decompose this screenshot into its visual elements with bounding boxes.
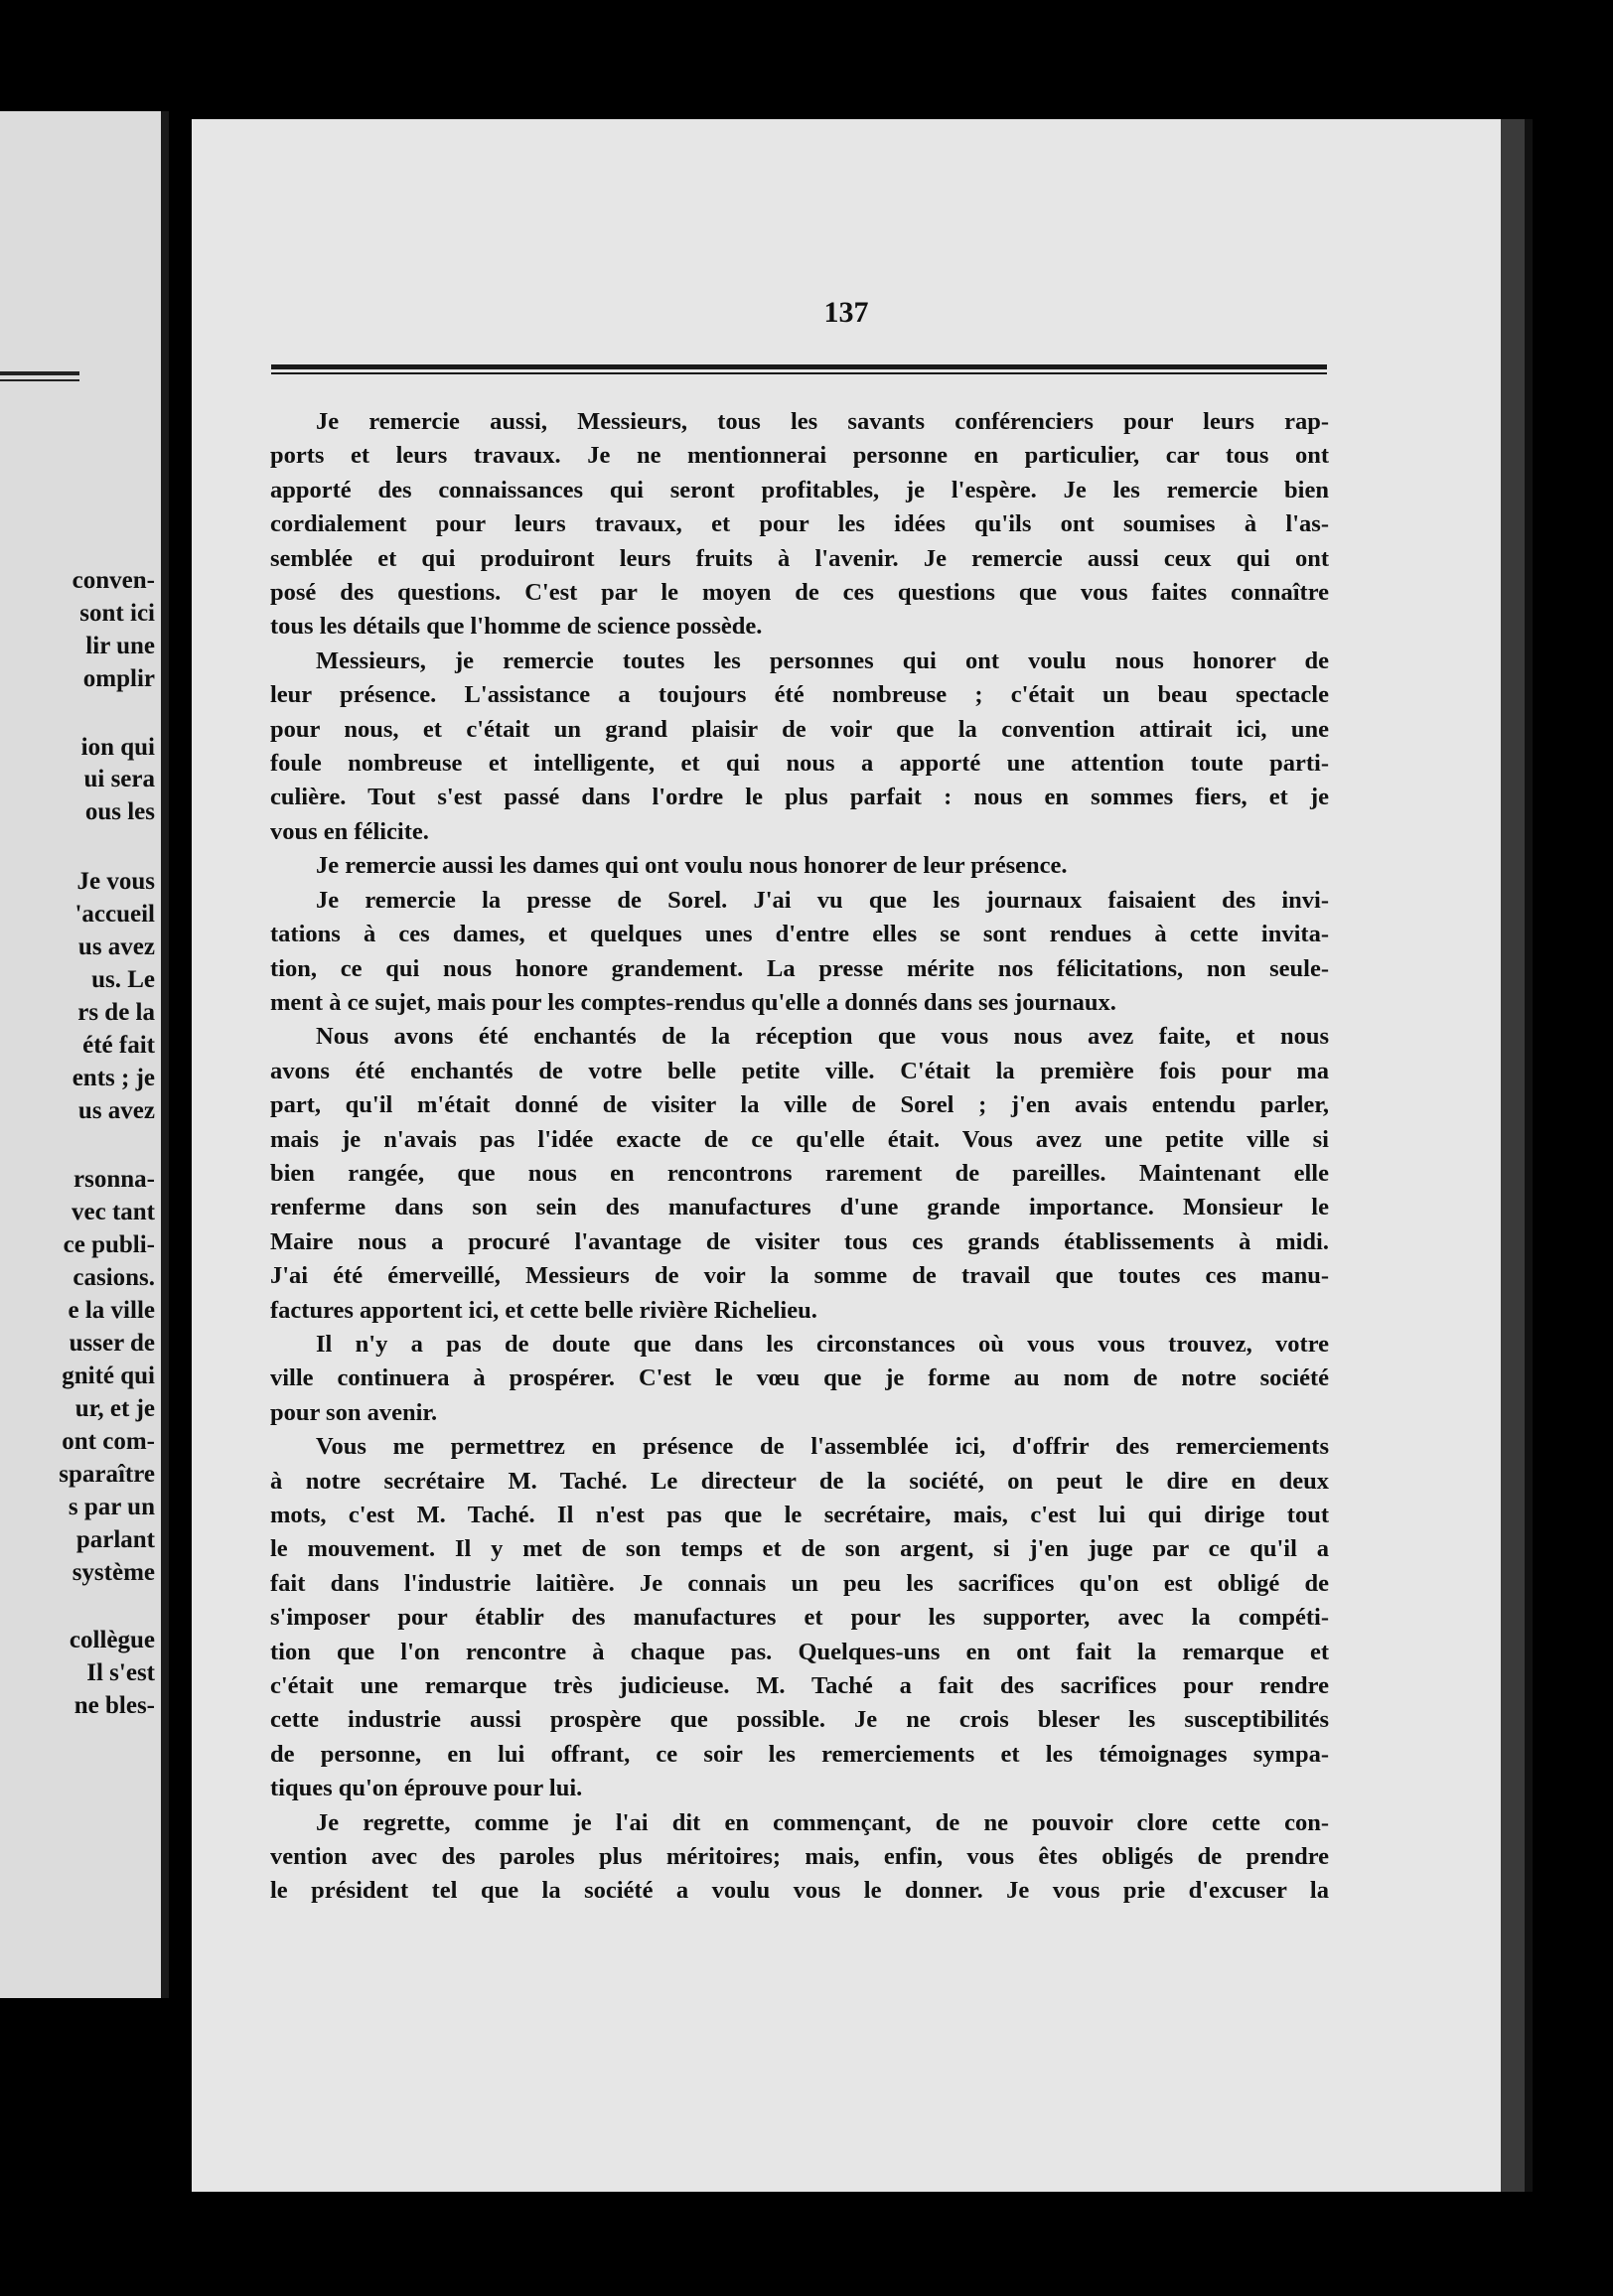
left-page-line: parlant [75,1526,155,1553]
text-line: de personne, en lui offrant, ce soir les remerciements et les témoignages sympa- [270,1740,1329,1768]
left-page-line: Je vous [76,868,155,895]
text-line: ment à ce sujet, mais pour les comptes-rendus qu'elle a donnés dans ses journaux. [270,988,1116,1016]
text-line: Je remercie la presse de Sorel. J'ai vu que les journaux faisaient des invi- [316,886,1329,914]
left-page-line: conven- [72,567,155,594]
text-line: semblée et qui produiront leurs fruits à l'avenir. Je remercie aussi ceux qui ont [270,544,1329,572]
text-line: part, qu'il m'était donné de visiter la ville de Sorel ; j'en avais entendu parler, [270,1091,1329,1119]
text-line: ville continuera à prospérer. C'est le vœu que je forme au nom de notre société [270,1364,1329,1392]
text-line: Vous me permettrez en présence de l'assemblée ici, d'offrir des remerciements [316,1433,1329,1461]
paragraph [270,1328,1329,1430]
left-page-line: vec tant [72,1199,155,1225]
left-page-line: rs de la [77,999,155,1026]
text-line: le président tel que la société a voulu vous le donner. Je vous prie d'excuser la [270,1877,1329,1905]
left-page-line: us avez [77,933,155,960]
left-page-line: casions. [73,1264,155,1291]
text-line: c'était une remarque très judicieuse. M. Taché a fait des sacrifices pour rendre [270,1672,1329,1700]
text-line: Messieurs, je remercie toutes les personnes qui ont voulu nous honorer de [316,646,1329,674]
paragraph [270,1806,1329,1909]
left-page-line: e la ville [68,1297,155,1324]
left-page-line: rsonna- [73,1166,155,1193]
text-line: vention avec des paroles plus méritoires; mais, enfin, vous êtes obligés de prendre [270,1843,1329,1871]
text-line: à notre secrétaire M. Taché. Le directeur de la société, on peut le dire en deux [270,1467,1329,1495]
left-page-line: lir une [85,633,155,659]
text-line: Je remercie aussi, Messieurs, tous les savants conférenciers pour leurs rap- [316,408,1329,435]
paragraph [270,849,1329,883]
text-line: mots, c'est M. Taché. Il n'est pas que le secrétaire, mais, c'est lui qui dirige tout [270,1502,1329,1528]
text-line: tion, ce qui nous honore grandement. La presse mérite nos félicitations, non seule- [270,954,1329,982]
left-page-rule-thin [0,379,79,381]
left-page-line: us avez [77,1097,155,1124]
text-line: pour son avenir. [270,1398,438,1426]
left-page-line: 'accueil [74,901,155,928]
header-rule [271,364,1327,369]
left-page-line: système [72,1559,155,1586]
body-text [270,405,1329,1909]
text-line: pour nous, et c'était un grand plaisir de voir que la convention attirait ici, une [270,715,1329,743]
left-page-line: ur, et je [74,1395,155,1422]
text-line: tiques qu'on éprouve pour lui. [270,1775,583,1802]
left-page-line: omplir [82,665,155,692]
text-line: factures apportent ici, et cette belle rivière Richelieu. [270,1296,817,1324]
text-line: avons été enchantés de votre belle petite ville. C'était la première fois pour ma [270,1057,1329,1084]
page-edge [1501,119,1525,2192]
text-line: leur présence. L'assistance a toujours été nombreuse ; c'était un beau spectacle [270,681,1329,709]
text-line: mais je n'avais pas l'idée exacte de ce qu'elle était. Vous avez une petite ville si [270,1125,1329,1153]
text-line: vous en félicite. [270,817,429,845]
left-page-line: collègue [69,1627,155,1653]
left-page-line: ents ; je [72,1065,155,1091]
text-line: culière. Tout s'est passé dans l'ordre le plus parfait : nous en sommes fiers, et je [270,784,1329,811]
page-number: 137 [823,296,869,329]
paragraph [270,1430,1329,1805]
header-rule-thin [271,372,1327,374]
text-line: bien rangée, que nous en rencontrons rarement de pareilles. Maintenant elle [270,1159,1329,1187]
page [192,119,1501,2192]
text-line: tous les détails que l'homme de science possède. [270,613,763,641]
text-line: Il n'y a pas de doute que dans les circonstances où vous vous trouvez, votre [316,1330,1329,1358]
left-page-line: sparaître [59,1461,155,1488]
left-page-line: ous les [84,798,155,825]
text-line: J'ai été émerveillé, Messieurs de voir la somme de travail que toutes ces manu- [270,1262,1329,1290]
text-line: apporté des connaissances qui seront profitables, je l'espère. Je les remercie bien [270,476,1329,503]
previous-page-fragment [0,111,169,1998]
left-page-line: ne bles- [73,1692,155,1719]
text-line: Maire nous a procuré l'avantage de visiter tous ces grands établissements à midi. [270,1227,1329,1255]
text-line: fait dans l'industrie laitière. Je connais un peu les sacrifices qu'on est obligé de [270,1569,1329,1597]
left-page-line: Il s'est [86,1659,155,1686]
text-line: ports et leurs travaux. Je ne mentionnerai personne en particulier, car tous ont [270,442,1329,470]
text-line: cordialement pour leurs travaux, et pour les idées qu'ils ont soumises à l'as- [270,510,1329,538]
text-line: cette industrie aussi prospère que possible. Je ne crois bleser les susceptibilités [270,1706,1329,1734]
text-line: tion que l'on rencontre à chaque pas. Quelques-uns en ont fait la remarque et [270,1638,1329,1665]
text-line: foule nombreuse et intelligente, et qui nous a apporté une attention toute parti- [270,750,1329,778]
text-line: tations à ces dames, et quelques unes d'entre elles se sont rendues à cette invita- [270,921,1329,948]
left-page-line: été fait [82,1032,155,1059]
paragraph [270,884,1329,1021]
left-page-line: usser de [69,1330,155,1357]
paragraph [270,645,1329,849]
left-page-line: s par un [68,1494,155,1520]
text-line: s'imposer pour établir des manufactures et pour les supporter, avec la compéti- [270,1604,1329,1632]
left-page-line: ui sera [83,766,155,792]
left-page-line: us. Le [91,966,155,993]
text-line: posé des questions. C'est par le moyen de ces questions que vous faites connaître [270,579,1329,607]
left-page-rule [0,371,79,375]
left-page-line: ce publi- [63,1231,155,1258]
text-line: Nous avons été enchantés de la réception que vous nous avez faite, et nous [316,1023,1329,1051]
page-edge-shadow [1525,119,1533,2192]
text-line: Je remercie aussi les dames qui ont voulu nous honorer de leur présence. [316,852,1068,880]
left-page-line: ont com- [62,1428,155,1455]
text-line: Je regrette, comme je l'ai dit en commençant, de ne pouvoir clore cette con- [316,1808,1329,1836]
left-page-line: sont ici [79,600,155,627]
text-line: renferme dans son sein des manufactures d'une grande importance. Monsieur le [270,1194,1329,1221]
paragraph [270,1020,1329,1328]
left-page-line: gnité qui [62,1363,155,1389]
left-page-line: ion qui [80,734,155,761]
paragraph [270,405,1329,645]
text-line: le mouvement. Il y met de son temps et de son argent, si j'en juge par ce qu'il a [270,1535,1329,1563]
